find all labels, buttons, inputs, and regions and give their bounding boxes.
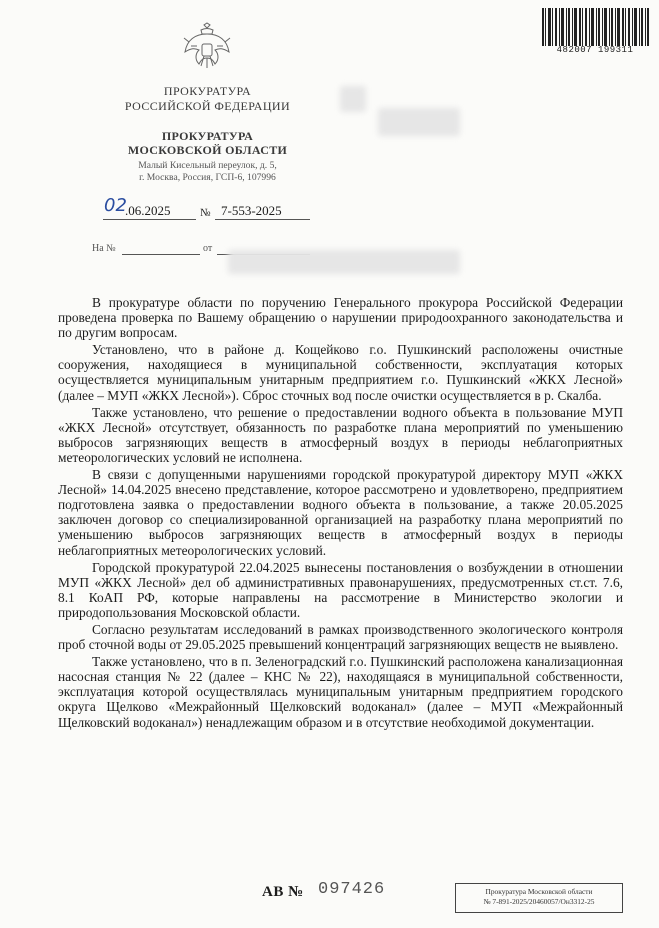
av-number: 097426: [318, 880, 386, 899]
coat-of-arms-emblem-icon: [181, 22, 233, 72]
outgoing-number: 7-553-2025: [221, 203, 282, 218]
date-day-handwritten: 02: [104, 195, 127, 216]
date-underline: [103, 219, 196, 220]
date-month-year: .06.2025: [125, 203, 171, 218]
paragraph-2: Установлено, что в районе д. Кощейково г.о. Пушкинский расположены очистные сооружения, находящиеся в муниципальной собственности, эксплуатация которых осуществляется муниципальным унитарным предприятием г.о. Пушкинский «ЖКХ Лесной» (далее – МУП «ЖКХ Лесной»). Сброс сточных вод после очистки осуществляется в р. Скалба.: [58, 342, 623, 403]
outgoing-number-label: №: [200, 207, 211, 219]
stamp-line2: № 7-891-2025/20460057/Он3312-25: [483, 897, 595, 906]
org-line2: РОССИЙСКОЙ ФЕДЕРАЦИИ: [124, 98, 291, 113]
paragraph-1: В прокуратуре области по поручению Генерального прокурора Российской Федерации проведена проверка по Вашему обращению о нарушении природоохранного законодательства и по другим вопросам.: [58, 295, 623, 341]
ref-number-label: На №: [92, 243, 116, 254]
org2-line1: ПРОКУРАТУРА: [161, 129, 254, 143]
paragraph-5: Городской прокуратурой 22.04.2025 вынесены постановления о возбуждении в отношении МУП «ЖКХ Лесной» дел об административных правонарушениях, предусмотренных ст.ст. 7.6, 8.1 КоАП РФ, которые направлены на рассмотрение в Министерство экологии и природопользования Московской области.: [58, 559, 623, 620]
org-address: [100, 160, 315, 183]
stamp-line1: Прокуратура Московской области: [485, 887, 593, 896]
redacted-addressee-1: [340, 86, 366, 112]
letter-body: [58, 295, 623, 732]
address-line1: Малый Кисельный переулок, д. 5,: [138, 160, 277, 171]
org-name-regional: [100, 129, 315, 157]
address-line2: г. Москва, Россия, ГСП-6, 107996: [139, 171, 276, 183]
paragraph-4: В связи с допущенными нарушениями городской прокуратурой директору МУП «ЖКХ Лесной» 14.04.2025 внесено представление, которое рассмотрено и удовлетворено, предприятием подготовлена заявка о предоставлении водного объекта в пользование, а также 20.05.2025 заключен договор со специализированной организацией на разработку плана мероприятий по уменьшению выбросов загрязняющих веществ в атмосферный воздух в периоды неблагоприятных метеорологических условий.: [58, 467, 623, 558]
paragraph-6: Согласно результатам исследований в рамках производственного экологического контроля проб сточной воды от 29.05.2025 превышений концентраций загрязняющих веществ не выявлено.: [58, 621, 623, 653]
av-label: АВ №: [262, 884, 304, 900]
barcode-number: 482007 199311: [556, 45, 634, 55]
registration-stamp: [455, 883, 623, 913]
ref-from-label: от: [203, 243, 213, 254]
number-underline: [215, 219, 310, 220]
paragraph-3: Также установлено, что решение о предоставлении водного объекта в пользование МУП «ЖКХ Лесной» отсутствует, обязанность по разработке плана мероприятий по уменьшению выбросов загрязняющих веществ в атмосферный воздух в периоды неблагоприятных метеорологических условий не исполнена.: [58, 404, 623, 465]
org2-line2: МОСКОВСКОЙ ОБЛАСТИ: [127, 143, 288, 157]
barcode-image: [541, 8, 649, 46]
paragraph-7: Также установлено, что в п. Зеленоградский г.о. Пушкинский расположена канализационная насосная станция № 22 (далее – КНС № 22), находящаяся в муниципальной собственности, эксплуатация которой осуществлялась муниципальным унитарным предприятием городского округа Щелково «Межрайонный Щелковский водоканал» (далее – МУП «Межрайонный Щелковский водоканал») ненадлежащим образом и в отсутствие необходимой документации.: [58, 654, 623, 730]
redacted-addressee-2: [378, 108, 460, 136]
redacted-addressee-3: [228, 250, 460, 274]
ref-number-underline: [122, 254, 200, 255]
org-name-federal: [100, 84, 315, 113]
org-line1: ПРОКУРАТУРА: [163, 84, 252, 98]
